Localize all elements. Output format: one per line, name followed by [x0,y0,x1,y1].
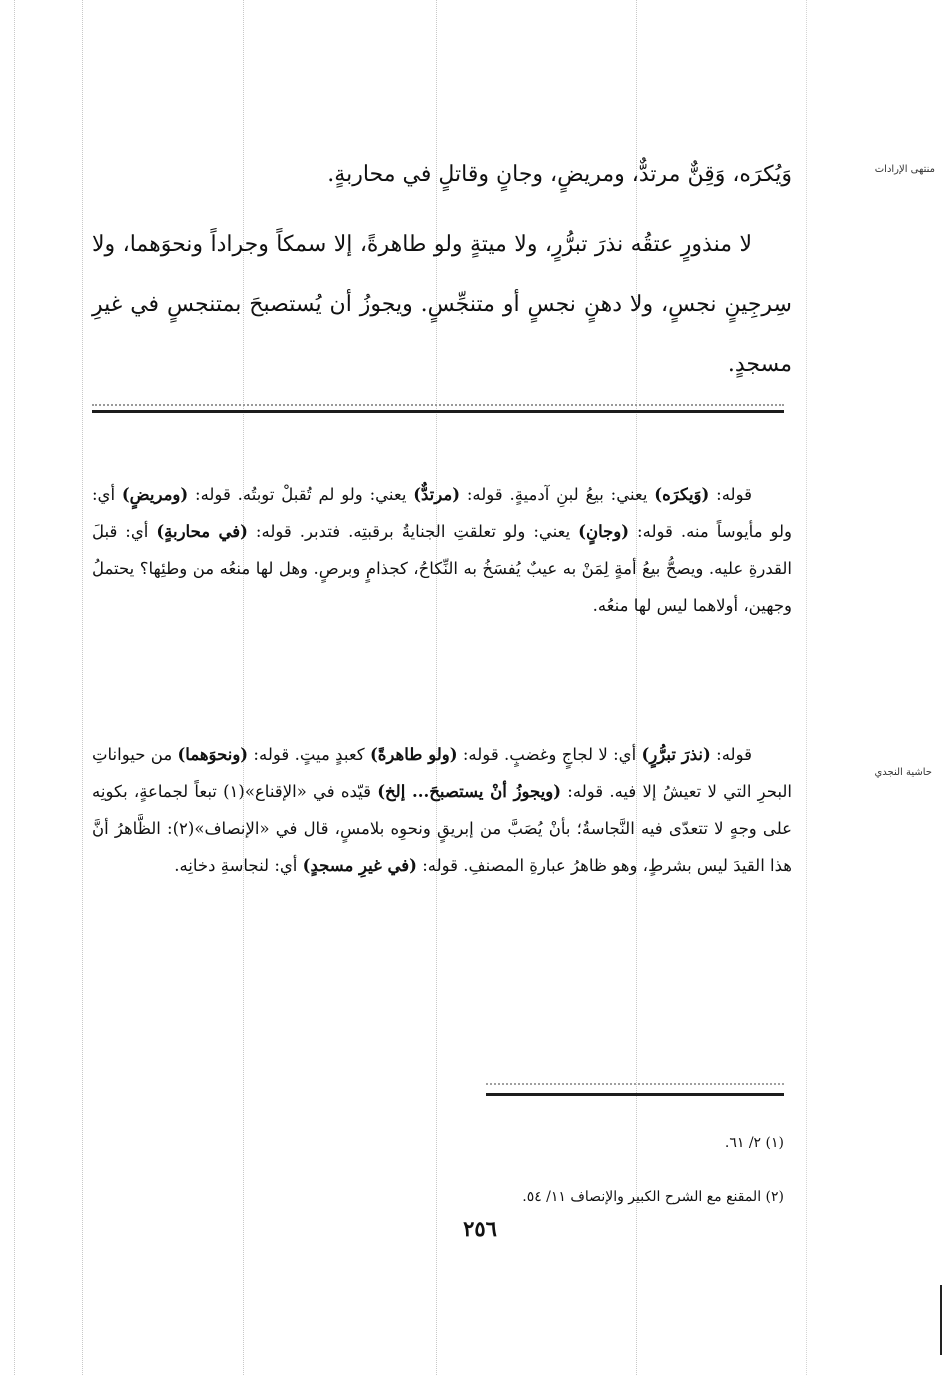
quoted-term: (وجانٍ) [578,522,630,541]
footnotes [380,1116,784,1224]
commentary-text: كعبدٍ ميتٍ. قوله: [248,745,370,764]
commentary-paragraph [92,476,792,624]
quoted-term: (في غيرِ مسجدٍ) [302,856,417,875]
scan-edge-mark [940,1285,942,1355]
scan-artifact-line [82,0,83,1375]
main-text-line: وَيُكرَه، وَقِنٌّ مرتدٌّ، ومريضٍ، وجانٍ وقاتلٍ في محاربةٍ. [327,162,792,187]
side-label-main-text: منتهى الإرادات [874,164,935,175]
main-text-block [92,145,792,205]
commentary-text: أي: لنجاسةِ دخانِه. [174,856,303,875]
quoted-term: (مرتدٌّ) [413,485,461,504]
commentary-text: يعني: ولو تعلقتِ الجنايةُ برقبتِه. فتدبر. قوله: [247,522,579,541]
commentary-text: يعني: ولو لم تُقبلْ توبتُه. قوله: [188,485,414,504]
commentary-block [92,736,792,884]
quoted-term: (ولو طاهرةً) [369,745,458,764]
commentary-text: أي: قبلَ القدرةِ عليه. ويصحُّ بيعُ أمةٍ لِمَنْ به عيبٌ يُفسَخُ به النِّكاحُ، كجذامٍ وبرصٍ. وهل لها منعُه من وطئِها؟ يحتملُ وجهين، أولاهما ليس لها منعُه. [92,522,792,615]
footnote: (١) ٢/ ٦١. [724,1135,784,1151]
footnote-divider-dotted [486,1083,784,1085]
footnote: (٢) المقنع مع الشرح الكبير والإنصاف ١١/ ٥٤. [522,1189,784,1205]
side-label-commentary: حاشية النجدي [874,767,932,778]
quoted-term: (ونحوَهما) [177,745,249,764]
commentary-text: أي: لا لجاجٍ وغضبٍ. قوله: [457,745,642,764]
footnote-divider [486,1093,784,1096]
commentary-text: أي: ولو مأيوساً منه. قوله: [92,485,792,541]
quoted-term: (وَيكرَه) [654,485,710,504]
main-divider [92,410,784,413]
commentary-text: قوله: [710,745,752,764]
commentary-text: قوله: [709,485,752,504]
quoted-term: (نذرَ تبرُّرٍ) [641,745,711,764]
divider-dotted [92,404,784,406]
commentary-paragraph [92,736,792,884]
main-text-paragraph: لا منذورٍ عتقُه نذرَ تبرُّرٍ، ولا ميتةٍ ولو طاهرةً، إلا سمكاً وجراداً ونحوَهما، ولا سِرجِينٍ نجسٍ، ولا دهنٍ نجسٍ أو متنجِّسٍ. ويجوزُ أن يُستصبحَ بمتنجسٍ في غيرِ مسجدٍ. [92,232,792,377]
quoted-term: (ومريضٍ) [121,485,189,504]
scan-artifact-line [243,0,244,1375]
commentary-text: يعني: بيعُ لبنِ آدميةٍ. قوله: [460,485,655,504]
scan-artifact-line [14,0,15,1375]
page-number: ٢٥٦ [463,1216,497,1241]
commentary-text: قيّده في «الإقناع»(١) تبعاً لجماعةٍ، بكونِه على وجهٍ لا تتعدّى فيه النَّجاسةُ؛ بأنْ يُصَبَّ من إبريقٍ ونحوِه بلامسٍ، قال في «الإنصاف»(٢): الظَّاهرُ أنَّ هذا القيدَ ليس بشرطٍ، وهو ظاهرُ عبارةِ المصنفِ. قوله: [92,782,792,875]
quoted-term: (في محاربةٍ) [156,522,248,541]
commentary-text: من حيواناتِ البحرِ التي لا تعيشُ إلا فيه. قوله: [92,745,792,801]
main-text-block [92,215,792,395]
commentary-block [92,476,792,624]
quoted-term: (ويجوزُ أنْ يستصبحَ... إلخ) [377,782,562,801]
scan-artifact-line [806,0,807,1375]
